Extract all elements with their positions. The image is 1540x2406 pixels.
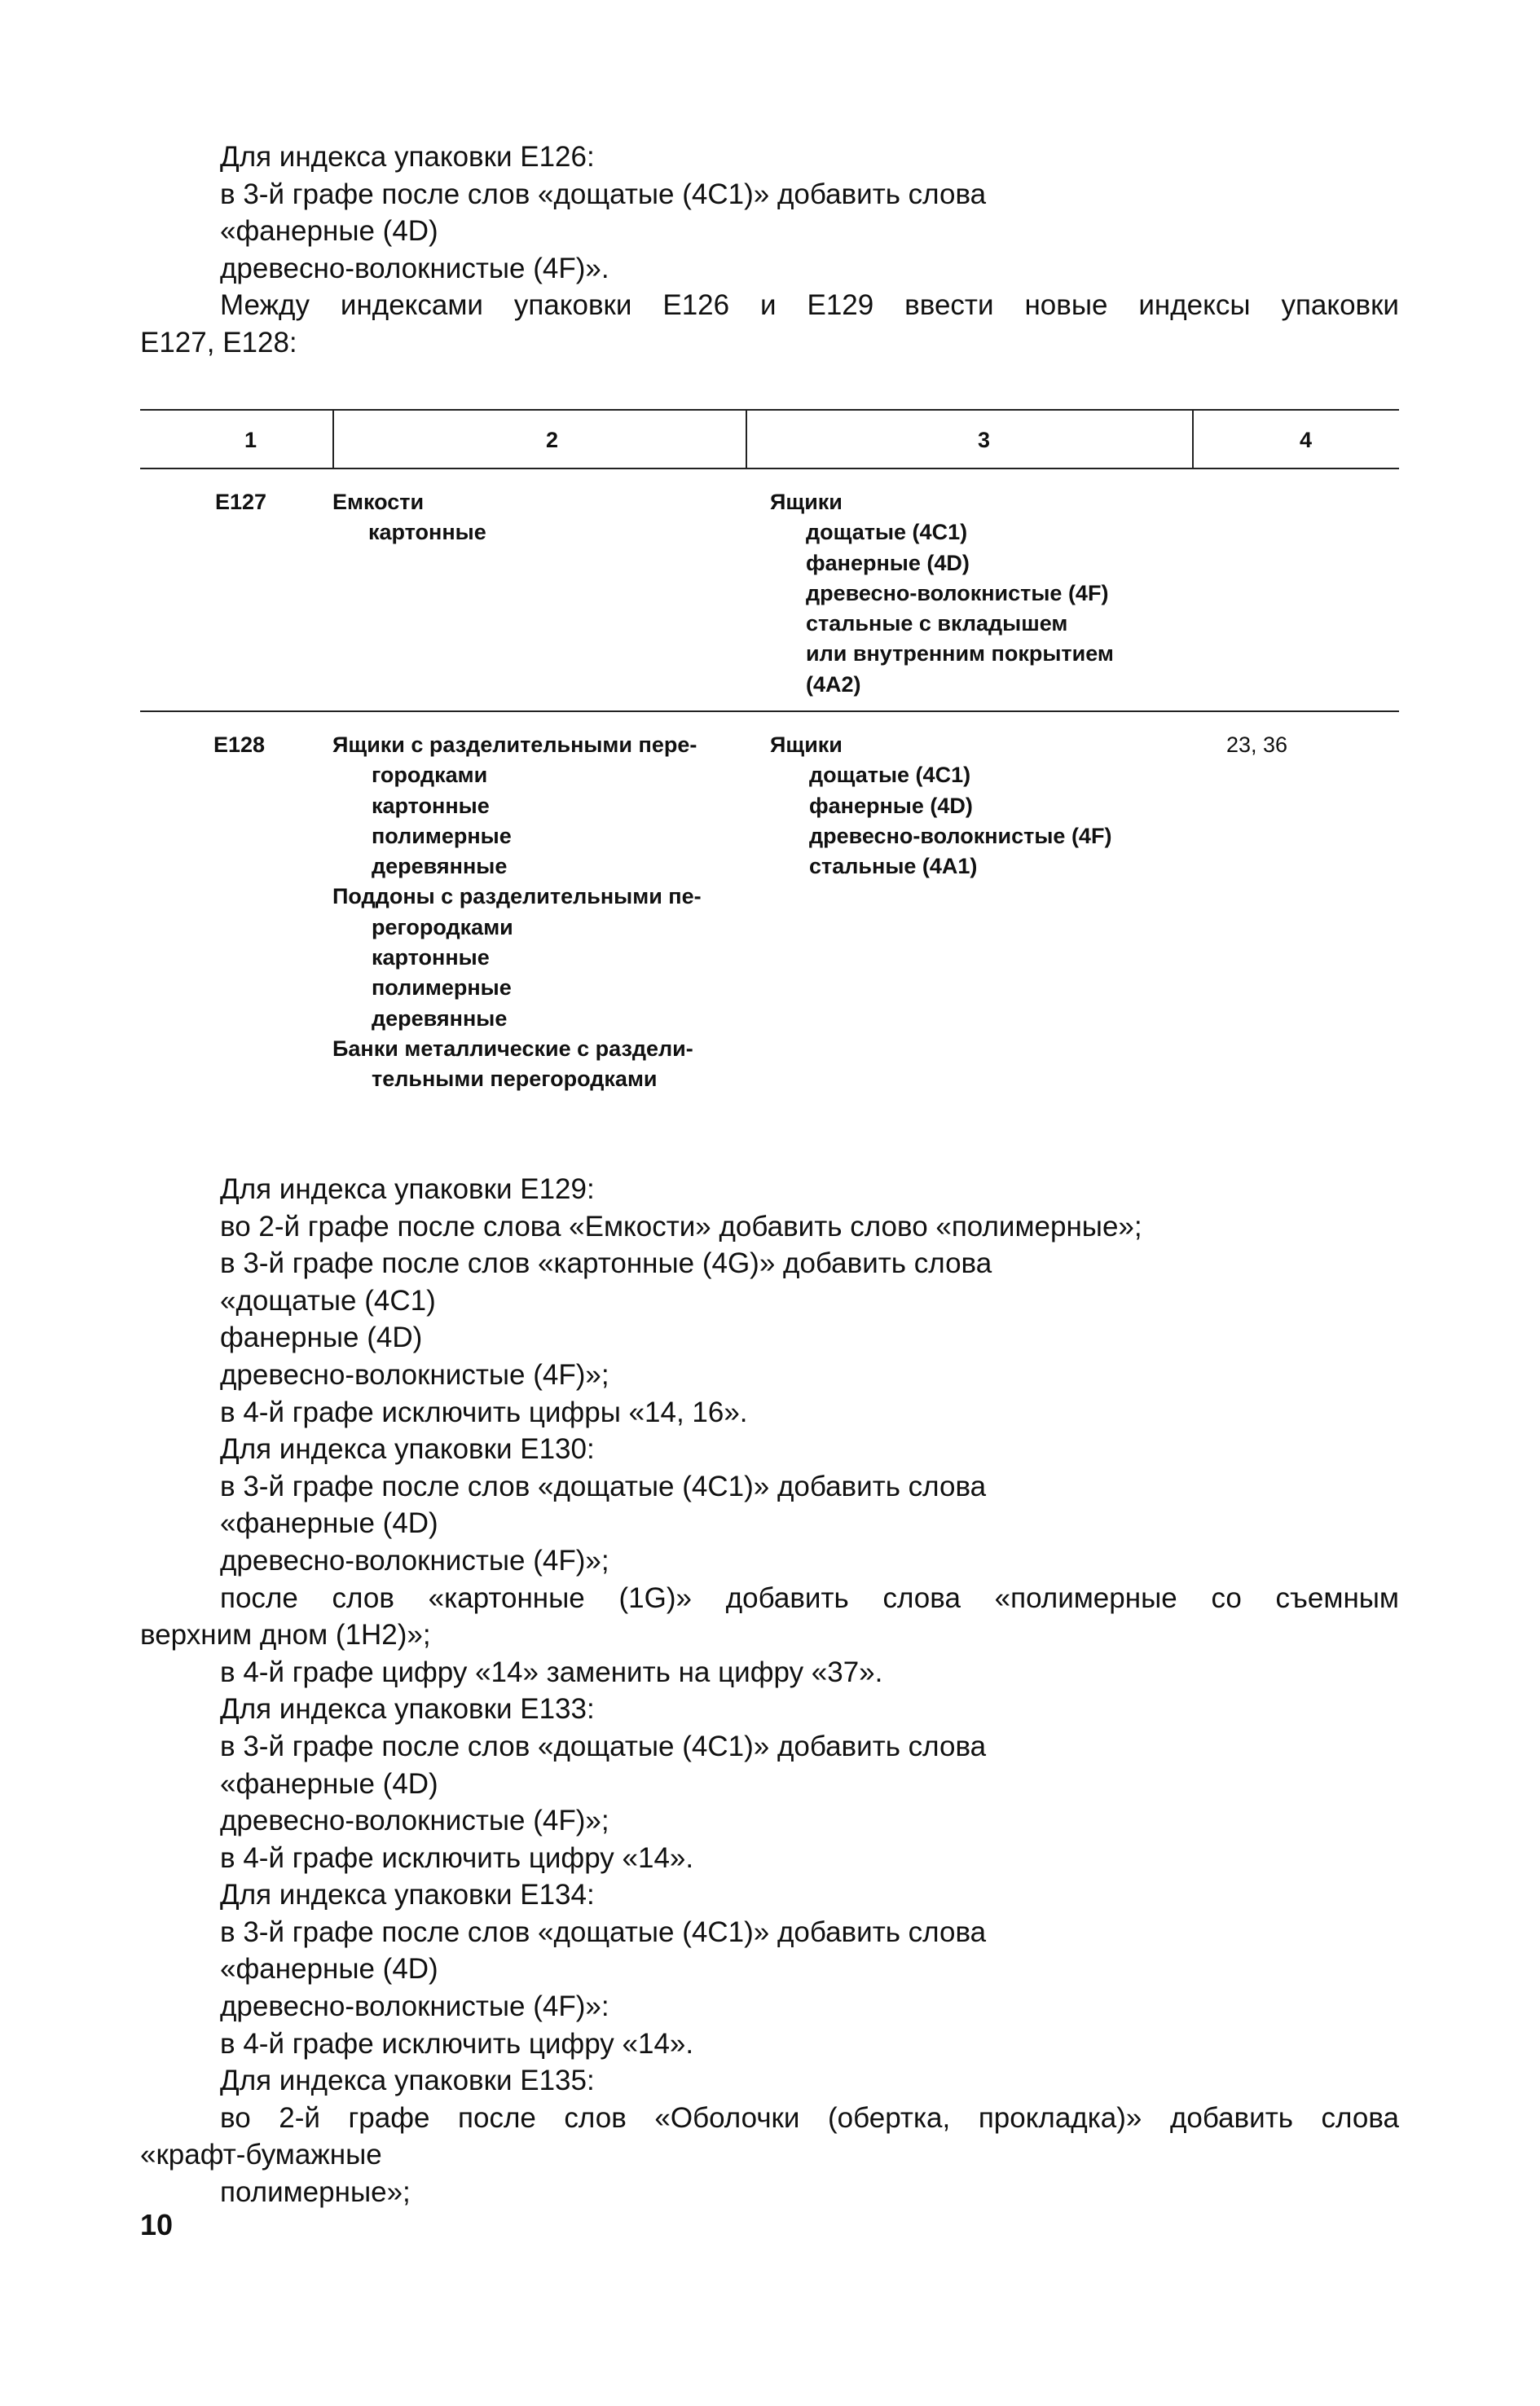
- table-cell-col2: [332, 487, 486, 548]
- table-cell-col2: [332, 730, 702, 1095]
- text-line: в 3-й графе после слов «картонные (4G)» добавить слова: [220, 1247, 992, 1280]
- text-line: древесно-волокнистые (4F)».: [220, 252, 609, 284]
- intro-text: [140, 139, 1399, 362]
- table-cell-col4: [1226, 730, 1287, 760]
- text-line: в 4-й графе исключить цифры «14, 16».: [220, 1396, 748, 1428]
- cell-text: или внутренним покрытием: [806, 641, 1114, 666]
- cell-text: Е127: [215, 490, 267, 514]
- table-cell-col3: [770, 487, 1114, 700]
- text-line: древесно-волокнистые (4F)»;: [220, 1805, 609, 1837]
- cell-text: древесно-волокнистые (4F): [809, 823, 1112, 848]
- text-line: во 2-й графе после слова «Емкости» добавить слово «полимерные»;: [220, 1210, 1142, 1243]
- cell-text: 23, 36: [1226, 732, 1288, 757]
- text-line: Между индексами упаковки Е126 и Е129 ввести новые индексы упаковки: [220, 289, 1399, 322]
- text-line: Для индекса упаковки Е135:: [220, 2065, 595, 2097]
- cell-text: дощатые (4С1): [809, 763, 971, 788]
- cell-text: дощатые (4С1): [806, 520, 968, 545]
- cell-text: регородками: [372, 914, 513, 939]
- table-header-rule: [140, 468, 1399, 469]
- text-line: в 3-й графе после слов «дощатые (4С1)» добавить слова: [220, 1730, 987, 1762]
- table-header-divider: [746, 409, 747, 468]
- text-line: «фанерные (4D): [220, 1767, 438, 1800]
- text-line: в 4-й графе цифру «14» заменить на цифру «37».: [220, 1656, 883, 1688]
- table-header-divider: [1192, 409, 1194, 468]
- text-line: фанерные (4D): [220, 1322, 423, 1354]
- cell-text: картонные: [368, 520, 486, 545]
- cell-text: стальные (4А1): [809, 854, 978, 879]
- table-row-rule: [140, 710, 1399, 712]
- text-line: в 3-й графе после слов «дощатые (4С1)» добавить слова: [220, 1470, 987, 1502]
- text-line: «фанерные (4D): [220, 1507, 438, 1540]
- cell-text: Ящики: [770, 732, 843, 757]
- table-cell-index: [213, 730, 265, 760]
- cell-text: древесно-волокнистые (4F): [806, 580, 1109, 605]
- cell-text: стальные с вкладышем: [806, 611, 1068, 636]
- text-line: Для индекса упаковки Е133:: [220, 1693, 595, 1726]
- text-line: после слов «картонные (1G)» добавить слова «полимерные со съемным: [220, 1581, 1399, 1614]
- cell-text: Банки металлические с раздели-: [332, 1036, 693, 1061]
- text-line: Для индекса упаковки Е129:: [220, 1173, 595, 1205]
- table-cell-col3: [770, 730, 1111, 882]
- cell-text: полимерные: [372, 823, 512, 848]
- cell-text: Е128: [213, 732, 266, 757]
- text-line: древесно-волокнистые (4F)»:: [220, 1990, 609, 2023]
- text-line: «крафт-бумажные: [140, 2139, 382, 2171]
- cell-text: деревянные: [372, 854, 508, 879]
- cell-text: Ящики: [770, 490, 843, 514]
- text-line: в 3-й графе после слов «дощатые (4С1)» добавить слова: [220, 1916, 987, 1948]
- page-number: 10: [140, 2208, 174, 2241]
- text-line: полимерные»;: [220, 2176, 411, 2209]
- text-line: во 2-й графе после слов «Оболочки (обертка, прокладка)» добавить слова: [220, 2101, 1399, 2134]
- text-line: древесно-волокнистые (4F)»;: [220, 1544, 609, 1577]
- cell-text: Поддоны с разделительными пе-: [332, 884, 702, 909]
- text-line: Для индекса упаковки Е126:: [220, 141, 595, 173]
- body-text: [140, 1171, 1399, 2211]
- table-header-col2: 2: [546, 428, 559, 452]
- text-line: в 4-й графе исключить цифру «14».: [220, 2027, 694, 2060]
- cell-text: тельными перегородками: [372, 1067, 658, 1092]
- text-line: «фанерные (4D): [220, 215, 438, 248]
- cell-text: деревянные: [372, 1005, 508, 1031]
- cell-text: Ящики с разделительными пере-: [332, 732, 697, 757]
- table-header-col3: 3: [978, 428, 991, 452]
- cell-text: полимерные: [372, 975, 512, 1001]
- table-cell-index: [215, 487, 266, 517]
- text-line: в 4-й графе исключить цифру «14».: [220, 1841, 694, 1874]
- text-line: древесно-волокнистые (4F)»;: [220, 1358, 609, 1391]
- table-header-divider: [332, 409, 334, 468]
- text-line: «дощатые (4С1): [220, 1284, 436, 1317]
- cell-text: Емкости: [332, 490, 425, 514]
- cell-text: фанерные (4D): [809, 793, 973, 818]
- cell-text: (4А2): [806, 671, 861, 697]
- text-line: Для индекса упаковки Е130:: [220, 1433, 595, 1466]
- text-line: «фанерные (4D): [220, 1953, 438, 1986]
- text-line: верхним дном (1Н2)»;: [140, 1619, 431, 1652]
- text-line: Е127, Е128:: [140, 326, 297, 358]
- cell-text: городками: [372, 763, 488, 788]
- text-line: в 3-й графе после слов «дощатые (4С1)» добавить слова: [220, 178, 987, 210]
- table-top-rule: [140, 409, 1399, 411]
- table-header-col1: 1: [244, 428, 257, 452]
- table-header-col4: 4: [1300, 428, 1313, 452]
- cell-text: фанерные (4D): [806, 550, 970, 575]
- cell-text: картонные: [372, 945, 490, 970]
- text-line: Для индекса упаковки Е134:: [220, 1879, 595, 1911]
- cell-text: картонные: [372, 793, 490, 818]
